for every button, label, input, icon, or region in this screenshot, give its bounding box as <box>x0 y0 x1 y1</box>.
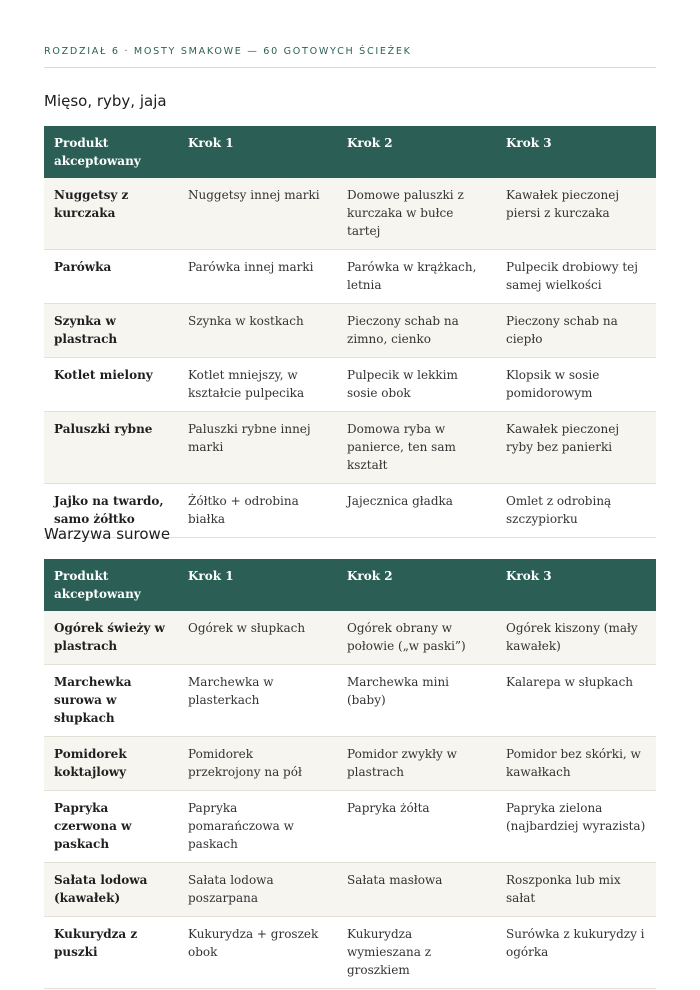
table-row <box>44 917 656 989</box>
pathways-table-raw-vegetables <box>44 559 656 989</box>
step-1-cell: Kukurydza + groszek obok <box>178 917 337 989</box>
step-3-cell: Kalarepa w słupkach <box>496 665 656 737</box>
table-row <box>44 304 656 358</box>
column-header-step-1: Krok 1 <box>178 126 337 178</box>
column-header-step-2: Krok 2 <box>337 559 496 611</box>
step-3-cell: Pulpecik drobiowy tej samej wielkości <box>496 250 656 304</box>
running-header: ROZDZIAŁ 6 · MOSTY SMAKOWE — 60 GOTOWYCH ŚCIEŻEK <box>44 46 412 57</box>
pathways-table-meat-fish-eggs <box>44 126 656 538</box>
step-1-cell: Żółtko + odrobina białka <box>178 484 337 538</box>
table-row <box>44 358 656 412</box>
accepted-product-cell: Sałata lodowa (kawałek) <box>44 863 178 917</box>
step-3-cell: Omlet z odrobiną szczypiorku <box>496 484 656 538</box>
accepted-product-cell: Kotlet mielony <box>44 358 178 412</box>
step-2-cell: Marchewka mini (baby) <box>337 665 496 737</box>
column-header-accepted-product: Produkt akceptowany <box>44 559 178 611</box>
column-header-step-1: Krok 1 <box>178 559 337 611</box>
step-3-cell: Roszponka lub mix sałat <box>496 863 656 917</box>
step-1-cell: Parówka innej marki <box>178 250 337 304</box>
step-2-cell: Domowa ryba w panierce, ten sam kształt <box>337 412 496 484</box>
step-1-cell: Ogórek w słupkach <box>178 611 337 665</box>
step-2-cell: Papryka żółta <box>337 791 496 863</box>
table-header-row <box>44 559 656 611</box>
table-header-row <box>44 126 656 178</box>
table-row <box>44 178 656 250</box>
accepted-product-cell: Marchewka surowa w słupkach <box>44 665 178 737</box>
step-3-cell: Ogórek kiszony (mały kawałek) <box>496 611 656 665</box>
table-row <box>44 737 656 791</box>
step-2-cell: Domowe paluszki z kurczaka w bułce tartej <box>337 178 496 250</box>
step-1-cell: Kotlet mniejszy, w kształcie pulpecika <box>178 358 337 412</box>
step-1-cell: Szynka w kostkach <box>178 304 337 358</box>
column-header-step-2: Krok 2 <box>337 126 496 178</box>
accepted-product-cell: Ogórek świeży w plastrach <box>44 611 178 665</box>
accepted-product-cell: Szynka w plastrach <box>44 304 178 358</box>
step-1-cell: Pomidorek przekrojony na pół <box>178 737 337 791</box>
step-2-cell: Pieczony schab na zimno, cienko <box>337 304 496 358</box>
step-2-cell: Pulpecik w lekkim sosie obok <box>337 358 496 412</box>
step-1-cell: Sałata lodowa poszarpana <box>178 863 337 917</box>
accepted-product-cell: Pomidorek koktajlowy <box>44 737 178 791</box>
table-row <box>44 791 656 863</box>
step-3-cell: Pieczony schab na ciepło <box>496 304 656 358</box>
table-row <box>44 412 656 484</box>
section-title-raw-vegetables: Warzywa surowe <box>44 525 171 543</box>
section-title-meat-fish-eggs: Mięso, ryby, jaja <box>44 92 167 110</box>
step-2-cell: Pomidor zwykły w plastrach <box>337 737 496 791</box>
table-row <box>44 611 656 665</box>
column-header-accepted-product: Produkt akceptowany <box>44 126 178 178</box>
step-2-cell: Parówka w krążkach, letnia <box>337 250 496 304</box>
column-header-step-3: Krok 3 <box>496 559 656 611</box>
step-3-cell: Surówka z kukurydzy i ogórka <box>496 917 656 989</box>
step-3-cell: Pomidor bez skórki, w kawałkach <box>496 737 656 791</box>
table-row <box>44 665 656 737</box>
step-1-cell: Papryka pomarańczowa w paskach <box>178 791 337 863</box>
step-3-cell: Klopsik w sosie pomidorowym <box>496 358 656 412</box>
step-3-cell: Papryka zielona (najbardziej wyrazista) <box>496 791 656 863</box>
step-2-cell: Kukurydza wymieszana z groszkiem <box>337 917 496 989</box>
step-3-cell: Kawałek pieczonej ryby bez panierki <box>496 412 656 484</box>
step-1-cell: Nuggetsy innej marki <box>178 178 337 250</box>
step-2-cell: Sałata masłowa <box>337 863 496 917</box>
step-1-cell: Marchewka w plasterkach <box>178 665 337 737</box>
accepted-product-cell: Jajko na twardo, samo żółtko <box>44 484 178 538</box>
step-2-cell: Ogórek obrany w połowie („w paski”) <box>337 611 496 665</box>
step-3-cell: Kawałek pieczonej piersi z kurczaka <box>496 178 656 250</box>
column-header-step-3: Krok 3 <box>496 126 656 178</box>
accepted-product-cell: Paluszki rybne <box>44 412 178 484</box>
accepted-product-cell: Parówka <box>44 250 178 304</box>
step-1-cell: Paluszki rybne innej marki <box>178 412 337 484</box>
step-2-cell: Jajecznica gładka <box>337 484 496 538</box>
table-row <box>44 863 656 917</box>
accepted-product-cell: Papryka czerwona w paskach <box>44 791 178 863</box>
accepted-product-cell: Nuggetsy z kurczaka <box>44 178 178 250</box>
accepted-product-cell: Kukurydza z puszki <box>44 917 178 989</box>
header-divider <box>44 67 656 68</box>
table-row <box>44 250 656 304</box>
